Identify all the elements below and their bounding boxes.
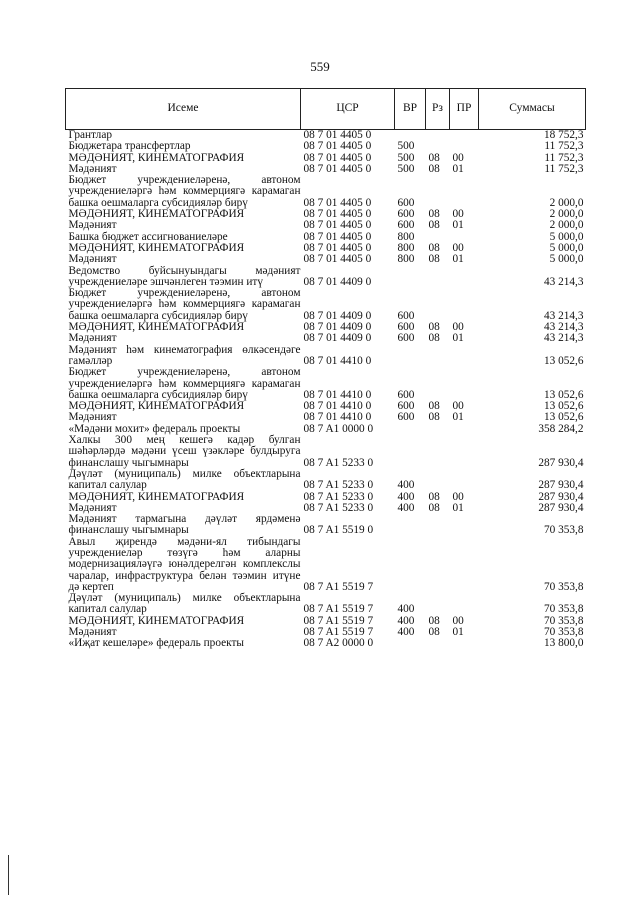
cell-vr: 800 [397, 241, 415, 254]
cell-sum: 13 800,0 [543, 637, 584, 650]
cell-name: МӘДӘНИЯТ, КИНЕМАТОГРАФИЯ [68, 151, 245, 164]
cell-pr [450, 141, 479, 152]
table-row [66, 537, 586, 593]
cell-name: МӘДӘНИЯТ, КИНЕМАТОГРАФИЯ [68, 321, 245, 334]
cell-vr: 600 [397, 309, 415, 322]
cell-sum: 358 284,2 [538, 422, 584, 435]
table-row [66, 254, 586, 265]
cell-csr: 08 7 01 4410 0 [303, 354, 372, 367]
cell-rz [426, 424, 450, 435]
table-row [66, 266, 586, 289]
cell-csr: 08 7 01 4409 0 [303, 332, 372, 345]
cell-name: Мәдәният [68, 253, 117, 266]
cell-name: Грантлар [68, 129, 112, 141]
cell-rz [426, 175, 450, 209]
cell-csr: 08 7 01 4405 0 [303, 140, 372, 153]
cell-pr: 00 [452, 490, 464, 503]
cell-rz [426, 130, 450, 142]
cell-csr: 08 7 A1 5233 0 [303, 456, 374, 469]
cell-vr: 600 [397, 388, 415, 401]
cell-sum: 43 214,3 [543, 332, 584, 345]
cell-csr: 08 7 01 4409 0 [303, 309, 372, 322]
cell-name: Мәдәният [68, 219, 117, 232]
cell-rz: 08 [428, 162, 440, 175]
cell-rz: 08 [428, 208, 440, 221]
cell-rz: 08 [428, 241, 440, 254]
cell-sum: 43 214,3 [543, 309, 584, 322]
cell-name: МӘДӘНИЯТ, КИНЕМАТОГРАФИЯ [68, 208, 245, 221]
cell-name: Мәдәният [68, 332, 117, 345]
cell-csr: 08 7 01 4405 0 [303, 151, 372, 164]
cell-vr: 400 [397, 490, 415, 503]
cell-csr: 08 7 01 4405 0 [303, 230, 372, 243]
cell-pr: 01 [452, 253, 464, 266]
cell-name: Дәүләт (муниципаль) милке объектларына капитал салулар [68, 592, 301, 616]
cell-sum: 5 000,0 [549, 230, 584, 243]
table-row [66, 367, 586, 401]
cell-pr [450, 435, 479, 469]
cell-pr [450, 175, 479, 209]
table-row [66, 593, 586, 616]
budget-table [65, 88, 586, 650]
table-row [66, 514, 586, 537]
table-row [66, 469, 586, 492]
table-row [66, 141, 586, 152]
cell-vr: 400 [397, 603, 415, 616]
table-row [66, 220, 586, 231]
cell-vr [395, 514, 426, 537]
cell-csr: 08 7 A1 5519 7 [303, 614, 374, 627]
table-row [66, 345, 586, 368]
cell-rz [426, 593, 450, 616]
cell-rz: 08 [428, 219, 440, 232]
cell-name: Мәдәният [68, 626, 117, 639]
cell-vr: 600 [397, 208, 415, 221]
cell-rz: 08 [428, 490, 440, 503]
cell-pr: 01 [452, 162, 464, 175]
cell-sum: 43 214,3 [543, 321, 584, 334]
cell-csr: 08 7 A1 5519 7 [303, 580, 374, 593]
cell-pr: 01 [452, 219, 464, 232]
cell-sum: 287 930,4 [538, 456, 584, 469]
cell-pr: 00 [452, 321, 464, 334]
cell-name: Ведомство буйсынуындагы мәдәният учреждениеләре эшчәнлеген тәэмин итү [68, 264, 301, 288]
cell-rz [426, 288, 450, 322]
cell-csr: 08 7 01 4405 0 [303, 162, 372, 175]
page-number: 559 [310, 59, 330, 74]
cell-csr: 08 7 A1 0000 0 [303, 422, 374, 435]
table-row [66, 435, 586, 469]
header-name: Исеме [66, 89, 301, 130]
header-csr: ЦСР [301, 89, 395, 130]
cell-sum: 13 052,6 [543, 400, 584, 413]
cell-pr [450, 130, 479, 142]
cell-sum: 287 930,4 [538, 479, 584, 492]
cell-csr: 08 7 A1 5233 0 [303, 501, 374, 514]
cell-pr [450, 514, 479, 537]
cell-name: Халкы 300 мең кешегә кадәр булган шәһәрләрдә мәдәни үсеш үзәкләре булдыруга финанслашу чыгымнары [68, 434, 301, 469]
cell-rz [426, 469, 450, 492]
cell-vr: 500 [397, 162, 415, 175]
cell-rz [426, 638, 450, 649]
cell-sum: 2 000,0 [549, 196, 584, 209]
cell-rz [426, 141, 450, 152]
cell-rz: 08 [428, 626, 440, 639]
cell-vr [395, 266, 426, 289]
cell-sum: 70 353,8 [543, 524, 584, 537]
cell-sum: 70 353,8 [543, 603, 584, 616]
cell-csr: 08 7 A1 5519 0 [303, 524, 374, 537]
cell-csr: 08 7 01 4405 0 [303, 129, 372, 141]
cell-pr [450, 537, 479, 593]
cell-csr: 08 7 01 4405 0 [303, 208, 372, 221]
cell-csr: 08 7 A1 5519 7 [303, 603, 374, 616]
cell-sum: 5 000,0 [549, 241, 584, 254]
cell-rz: 08 [428, 253, 440, 266]
cell-sum: 70 353,8 [543, 580, 584, 593]
cell-sum: 13 052,6 [543, 388, 584, 401]
cell-csr: 08 7 01 4405 0 [303, 219, 372, 232]
cell-name: МӘДӘНИЯТ, КИНЕМАТОГРАФИЯ [68, 614, 245, 627]
cell-name: Мәдәният тармагына дәүләт ярдәменә финанслашу чыгымнары [68, 513, 301, 537]
cell-pr: 00 [452, 400, 464, 413]
cell-csr: 08 7 01 4405 0 [303, 253, 372, 266]
table-header-row [66, 89, 586, 130]
cell-vr [395, 345, 426, 368]
cell-sum: 43 214,3 [543, 275, 584, 288]
cell-pr: 01 [452, 501, 464, 514]
cell-name: Бюджет учреждениеләренә, автоном учреждениеләргә һәм коммерциягә карамаган башка оешмаларга субсидияләр бирү [68, 287, 301, 322]
cell-sum: 5 000,0 [549, 253, 584, 266]
cell-rz [426, 345, 450, 368]
cell-pr: 01 [452, 411, 464, 424]
margin-mark [8, 855, 9, 895]
cell-rz: 08 [428, 400, 440, 413]
cell-csr: 08 7 A1 5233 0 [303, 490, 374, 503]
header-rz: Рз [426, 89, 450, 130]
cell-vr: 600 [397, 400, 415, 413]
cell-vr: 600 [397, 332, 415, 345]
cell-pr: 01 [452, 626, 464, 639]
table-body [66, 130, 586, 650]
cell-vr [395, 435, 426, 469]
cell-vr: 500 [397, 140, 415, 153]
cell-name: МӘДӘНИЯТ, КИНЕМАТОГРАФИЯ [68, 241, 245, 254]
cell-name: Бюджетара трансфертлар [68, 140, 191, 153]
cell-rz: 08 [428, 411, 440, 424]
cell-sum: 70 353,8 [543, 626, 584, 639]
cell-name: МӘДӘНИЯТ, КИНЕМАТОГРАФИЯ [68, 400, 245, 413]
cell-rz [426, 435, 450, 469]
cell-name: «Иҗат кешеләре» федераль проекты [68, 637, 244, 650]
cell-sum: 287 930,4 [538, 501, 584, 514]
cell-rz [426, 367, 450, 401]
cell-csr: 08 7 01 4409 0 [303, 275, 372, 288]
cell-name: Мәдәният [68, 162, 117, 175]
cell-name: Башка бюджет ассигнованиеләре [68, 230, 228, 243]
table-row [66, 638, 586, 649]
cell-name: Дәүләт (муниципаль) милке объектларына капитал салулар [68, 467, 301, 492]
cell-vr [395, 537, 426, 593]
cell-pr: 00 [452, 151, 464, 164]
cell-csr: 08 7 01 4405 0 [303, 241, 372, 254]
header-pr: ПР [450, 89, 479, 130]
cell-pr [450, 638, 479, 649]
cell-vr: 600 [397, 411, 415, 424]
cell-vr: 600 [397, 219, 415, 232]
cell-rz [426, 514, 450, 537]
cell-csr: 08 7 A1 5519 7 [303, 626, 374, 639]
cell-name: Авыл җирендә мәдәни-ял тибындагы учреждениеләр төзүгә һәм аларны модернизацияләүгә юнәлдерелгән комплекслы чаралар, инфраструктура белән тәэмин итүне дә кертеп [68, 535, 301, 593]
cell-vr: 400 [397, 626, 415, 639]
table-row [66, 288, 586, 322]
cell-sum: 2 000,0 [549, 219, 584, 232]
cell-sum: 13 052,6 [543, 354, 584, 367]
cell-sum: 287 930,4 [538, 490, 584, 503]
cell-csr: 08 7 01 4410 0 [303, 388, 372, 401]
cell-sum: 18 752,3 [543, 129, 584, 141]
cell-sum: 11 752,3 [544, 140, 584, 153]
table-row [66, 175, 586, 209]
cell-sum: 70 353,8 [543, 614, 584, 627]
cell-sum: 11 752,3 [544, 162, 584, 175]
cell-pr: 00 [452, 208, 464, 221]
cell-vr: 400 [397, 479, 415, 492]
cell-csr: 08 7 01 4405 0 [303, 196, 372, 209]
cell-pr: 00 [452, 241, 464, 254]
cell-name: Бюджет учреждениеләренә, автоном учреждениеләргә һәм коммерциягә карамаган башка оешмаларга субсидияләр бирү [68, 366, 301, 401]
cell-pr [450, 345, 479, 368]
cell-rz: 08 [428, 332, 440, 345]
header-vr: ВР [395, 89, 426, 130]
cell-vr: 400 [397, 614, 415, 627]
cell-vr: 600 [397, 321, 415, 334]
cell-pr: 00 [452, 614, 464, 627]
cell-name: Мәдәният [68, 411, 117, 424]
cell-rz: 08 [428, 151, 440, 164]
cell-pr [450, 288, 479, 322]
cell-csr: 08 7 A1 5233 0 [303, 479, 374, 492]
table-row [66, 333, 586, 344]
cell-csr: 08 7 A2 0000 0 [303, 637, 374, 650]
cell-name: МӘДӘНИЯТ, КИНЕМАТОГРАФИЯ [68, 490, 245, 503]
cell-pr [450, 593, 479, 616]
cell-sum: 13 052,6 [543, 411, 584, 424]
cell-name: Бюджет учреждениеләренә, автоном учреждениеләргә һәм коммерциягә карамаган башка оешмаларга субсидияләр бирү [68, 174, 301, 209]
cell-pr [450, 424, 479, 435]
cell-vr: 500 [397, 151, 415, 164]
cell-pr [450, 266, 479, 289]
cell-pr [450, 469, 479, 492]
cell-pr: 01 [452, 332, 464, 345]
cell-rz [426, 537, 450, 593]
cell-name: «Мәдәни мохит» федераль проекты [68, 422, 241, 435]
cell-vr: 400 [397, 501, 415, 514]
header-sum: Суммасы [479, 89, 586, 130]
cell-vr: 800 [397, 253, 415, 266]
cell-vr: 600 [397, 196, 415, 209]
cell-vr [395, 638, 426, 649]
cell-sum: 2 000,0 [549, 208, 584, 221]
cell-rz: 08 [428, 501, 440, 514]
cell-csr: 08 7 01 4410 0 [303, 411, 372, 424]
cell-csr: 08 7 01 4409 0 [303, 321, 372, 334]
cell-rz [426, 266, 450, 289]
cell-pr [450, 367, 479, 401]
cell-vr [395, 424, 426, 435]
cell-rz: 08 [428, 614, 440, 627]
cell-sum: 11 752,3 [544, 151, 584, 164]
cell-vr: 800 [397, 230, 415, 243]
cell-csr: 08 7 01 4410 0 [303, 400, 372, 413]
cell-rz: 08 [428, 321, 440, 334]
cell-name: Мәдәният һәм кинематография өлкәсендәге гамәлләр [68, 343, 301, 367]
cell-name: Мәдәният [68, 501, 117, 514]
